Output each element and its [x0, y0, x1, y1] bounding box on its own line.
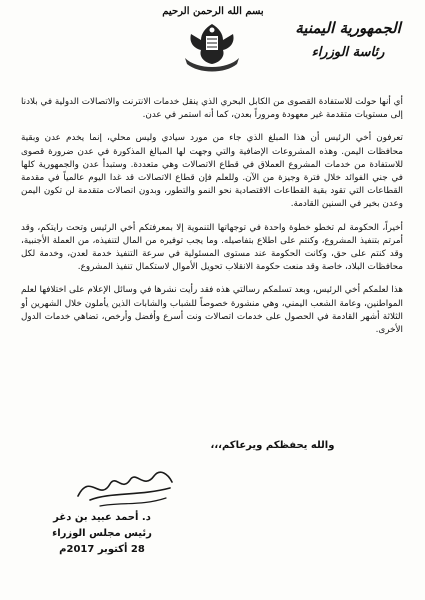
- office-line: رئاسة الوزراء: [311, 45, 385, 60]
- signer-title: رئيس مجلس الوزراء: [52, 528, 152, 539]
- paragraph-3: أخيراً، الحكومة لم تخطو خطوة واحدة في توجهاتها التنموية إلا بمعرفتكم أخي الرئيس وتحت رايتكم، وقد أمرتم بتنفيذ المشروع، وكنتم على اطلاع بتفاصيله. وما يجب توفيره من المال لتنفيذه، من العملة الأجنبية، وقد كنتم على حق، وكانت الحكومة عند مستوى المسئولية في سرعة التنفيذ خدمة لعدن، وخدمة لكل محافظات البلاد، خاصة وقد منعت حكومة الانقلاب تحويل الأموال لاستكمال تنفيذ المشروع.: [21, 222, 403, 273]
- letter-body: [21, 96, 403, 347]
- paragraph-1: أي أنها حولت للاستفادة القصوى من الكابل البحري الذي ينقل خدمات الانترنت والاتصالات الدولية في بلادنا إلى مستويات متقدمة غير معهودة ومروراً بعدن، كما أنه استمر في عدن.: [21, 97, 403, 121]
- paragraph-2: تعرفون أخي الرئيس أن هذا المبلغ الذي جاء من مورد سيادي وليس محلي، إنما يخدم عدن وبقية محافظات اليمن. وهذه المشروعات الإضافية والتي وجهت لها المبالغ المذكورة في عدن ضرورة قصوى للاستفادة من خدمات المشروع العملاق في قطاع الاتصالات وهي متعددة. وستبدأ عدن والجمهورية كلها في جني الفوائد خلال فترة وجيزة من الآن. وللعلم فإن قطاع الاتصالات قد غدا اليوم عالمياً في مقدمة القطاعات التي تقود بقية القطاعات الاقتصادية نحو النمو والتطور، وبدون اتصالات متقدمة لن تكون اليمن وعدن بخير في السنين القادمة.: [21, 133, 403, 210]
- letterhead-title: [289, 18, 407, 62]
- signature-block: [22, 510, 182, 558]
- basmala: بسم الله الرحمن الرحيم: [162, 6, 264, 17]
- letter-date: 28 أكتوبر 2017م: [59, 544, 145, 555]
- closing-line: والله يحفظكم ويرعاكم،،،: [210, 440, 335, 451]
- country-line: الجمهورية اليمنية: [295, 19, 401, 37]
- letterhead: [0, 0, 425, 78]
- yemen-eagle-emblem-icon: [179, 20, 245, 76]
- paragraph-4: هذا لعلمكم أخي الرئيس، وبعد تسلمكم رسالتي هذه فقد رأيت نشرها في وسائل الإعلام على اختلافها لعلم المواطنين، وعامة الشعب اليمني، وهي منشورة خصوصاً للشباب والشابات الذين يأملون خلال الشهرين أو الثلاثة أشهر القادمة في الحصول على خدمات اتصالات ونت أسرع وأفضل وأرخص، تضاهي خدمات الدول الأخرى.: [21, 285, 403, 336]
- signer-name: د. أحمد عبيد بن دغر: [53, 512, 151, 523]
- handwritten-signature: [70, 462, 180, 512]
